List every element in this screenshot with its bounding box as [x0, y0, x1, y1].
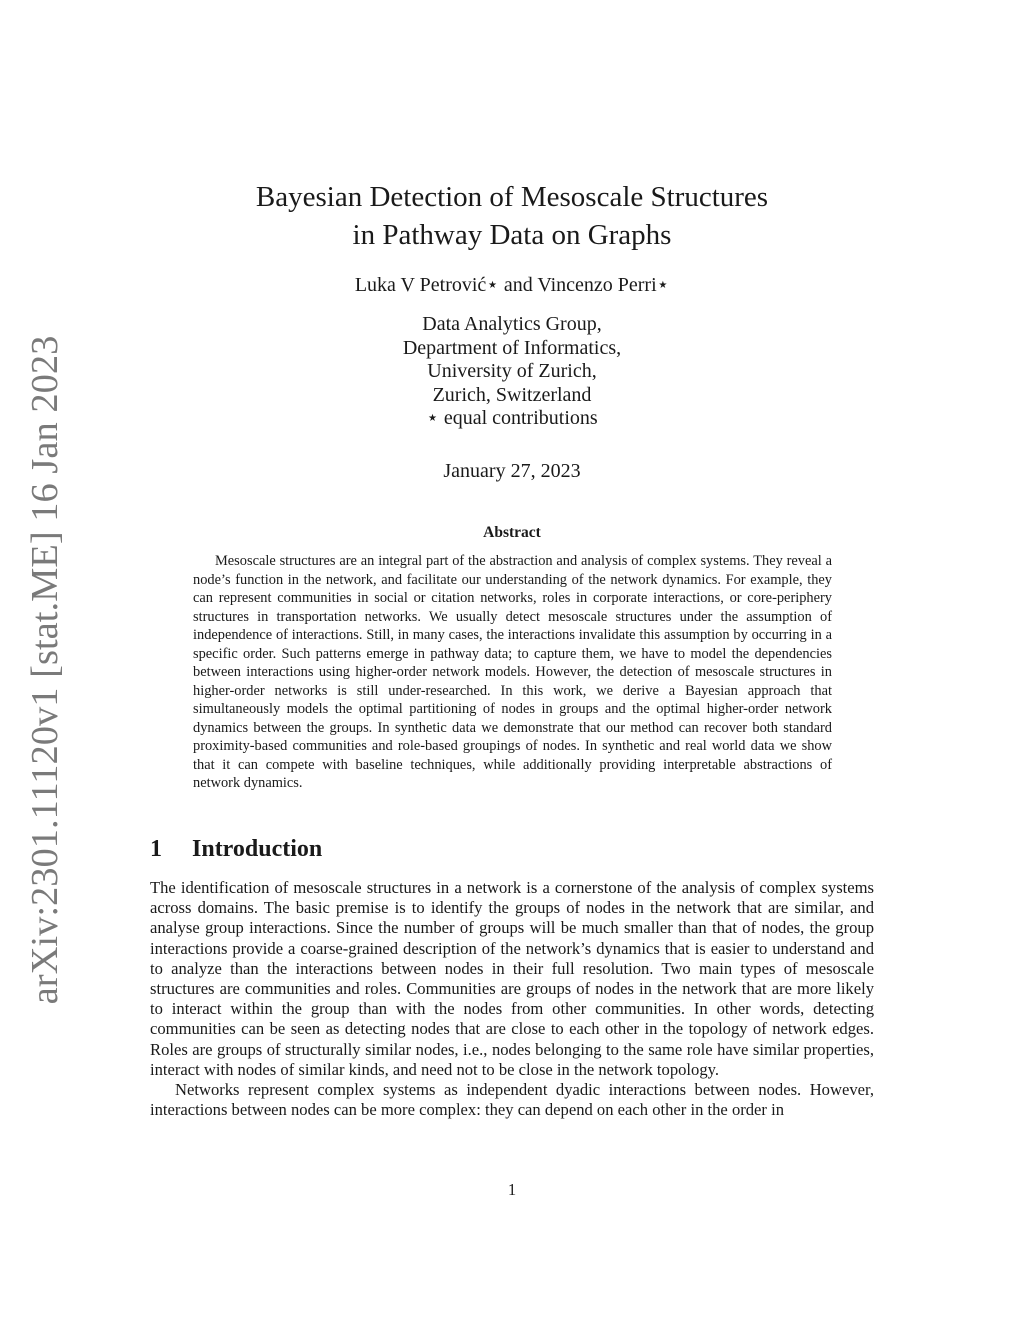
paragraph: The identification of mesoscale structures in a network is a cornerstone of the analysis of complex systems across domains. The basic premise is to identify the groups of nodes in the network that are similar, and analyse group interactions. Since the number of groups will be much smaller than that of nodes, the group interactions provide a coarse-grained description of the network’s dynamics that is easier to understand and to analyze than the interactions between nodes in their full resolution. Two main types of mesoscale structures are communities and roles. Communities are groups of nodes in the network that are more likely to interact within the group than with the nodes from other communities. In other words, detecting communities can be seen as detecting nodes that are close to each other in the topology of network edges. Roles are groups of structurally similar nodes, i.e., nodes belonging to the same role have similar properties, interact with nodes of similar kinds, and need not to be close in the network topology. [150, 878, 874, 1079]
affiliation-line: Zurich, Switzerland [432, 383, 592, 406]
affiliation-line: Department of Informatics, [402, 336, 622, 359]
affiliation-line: University of Zurich, [427, 360, 597, 382]
publication-date: January 27, 2023 [443, 460, 581, 482]
author-list: Luka V Petrović⋆ and Vincenzo Perri⋆ [354, 274, 670, 296]
title-line-2: in Pathway Data on Graphs [352, 219, 672, 251]
title-line-1: Bayesian Detection of Mesoscale Structures [255, 181, 769, 213]
section-number: 1 [150, 836, 162, 862]
affiliation-line: Data Analytics Group, [422, 313, 602, 335]
abstract-heading: Abstract [483, 524, 541, 541]
paper-title [0, 178, 1024, 254]
arxiv-identifier-text: arXiv:2301.11120v1 [stat.ME] 16 Jan 2023 [24, 335, 66, 1005]
abstract-text: Mesoscale structures are an integral part of the abstraction and analysis of complex systems. They reveal a node’s function in the network, and facilitate our understanding of the network dynamics. For example, they can represent communities in social or citation networks, roles in corporate interactions, or core-periphery structures in transportation networks. We usually detect mesoscale structures under the assumption of independence of interactions. Still, in many cases, the interactions invalidate this assumption by occurring in a specific order. Such patterns emerge in pathway data; to capture them, we have to model the dependencies between interactions using higher-order network models. However, the detection of mesoscale structures in higher-order networks is still under-researched. In this work, we derive a Bayesian approach that simultaneously models the optimal partitioning of nodes in groups and the optimal higher-order network dynamics between the groups. In synthetic data we demonstrate that our method can recover both standard proximity-based communities and role-based groupings of nodes. In synthetic and real world data we show that it can compete with baseline techniques, while additionally providing interpretable abstractions of network dynamics. [193, 553, 832, 791]
section-heading-introduction [150, 836, 322, 863]
section-title: Introduction [192, 836, 323, 862]
arxiv-identifier-stamp [20, 335, 70, 1005]
page-number: 1 [507, 1180, 517, 1199]
paragraph: Networks represent complex systems as independent dyadic interactions between nodes. However, interactions between nodes can be more complex: they can depend on each other in the order in [150, 1080, 874, 1120]
affiliation-block [0, 313, 1024, 431]
equal-contribution-note: ⋆ equal contributions [426, 407, 598, 429]
introduction-body [150, 878, 874, 1120]
